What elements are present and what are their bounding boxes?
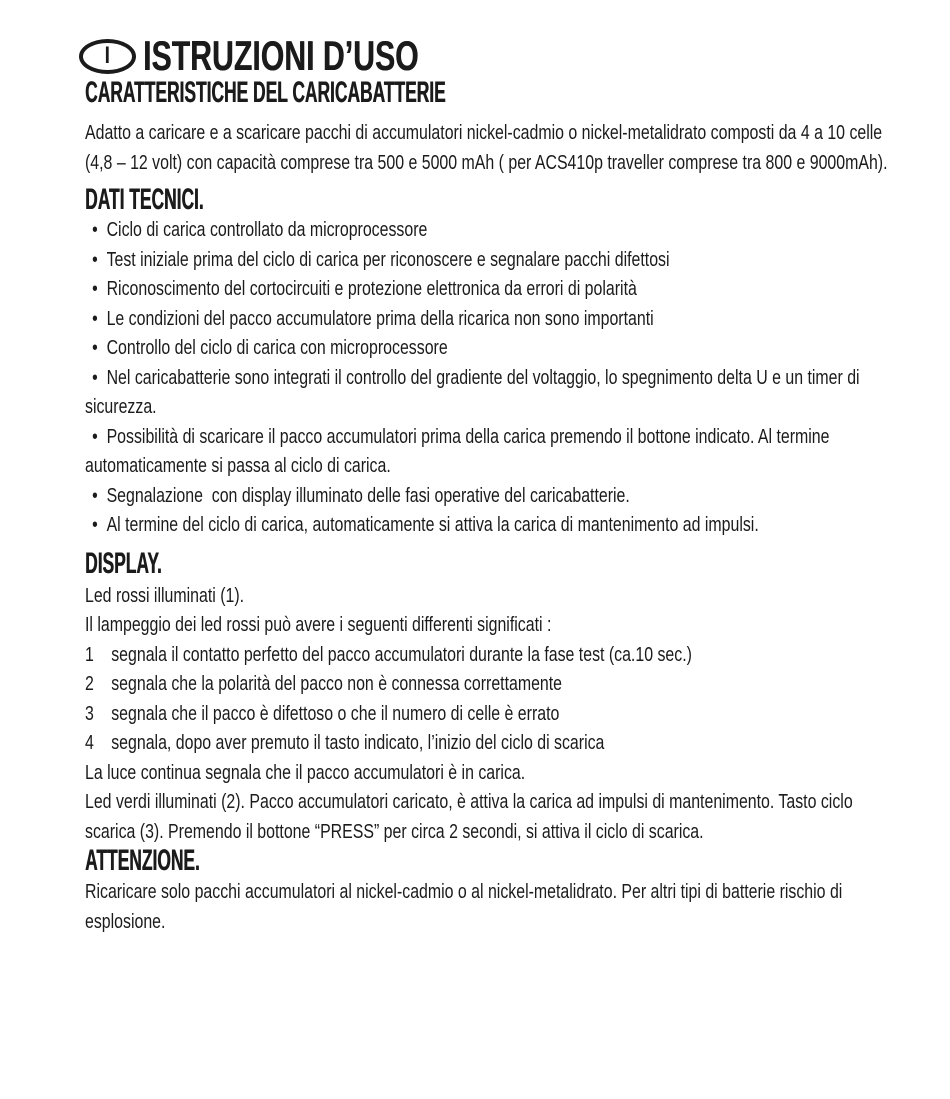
bullet-item: • Le condizioni del pacco accumulatore prima della ricarica non sono importanti <box>85 305 894 335</box>
bullet-item: • Al termine del ciclo di carica, automaticamente si attiva la carica di mantenimento ad impulsi. <box>85 511 894 541</box>
display-numbered-line <box>85 700 894 730</box>
line-text: segnala che il pacco è difettoso o che il numero di celle è errato <box>111 702 560 725</box>
bullet-item: • Nel caricabatterie sono integrati il controllo del gradiente del voltaggio, lo spegnimento delta U e un timer di sicurezza. <box>85 364 894 423</box>
line-text: segnala che la polarità del pacco non è connessa correttamente <box>111 673 563 695</box>
display-line: La luce continua segnala che il pacco accumulatori è in carica. <box>85 761 526 784</box>
line-number: 2 <box>85 673 94 695</box>
bullet-item: • Possibilità di scaricare il pacco accumulatori prima della carica premendo il bottone indicato. Al termine automaticamente si passa al ciclo di carica. <box>85 423 894 482</box>
bullet-item: • Segnalazione con display illuminato delle fasi operative del caricabatterie. <box>85 482 894 512</box>
bullet-list <box>85 216 894 541</box>
language-badge-letter: I <box>104 42 111 69</box>
display-numbered-line <box>85 670 894 700</box>
paragraph-attenzione: Ricaricare solo pacchi accumulatori al nickel-cadmio o al nickel-metalidrato. Per altri tipi di batterie rischio di esplosione. <box>85 881 843 933</box>
bullet-item: • Test iniziale prima del ciclo di carica per riconoscere e segnalare pacchi difettosi <box>85 246 894 276</box>
line-number: 3 <box>85 702 94 725</box>
section-heading-display: DISPLAY. <box>85 546 162 580</box>
page-title: ISTRUZIONI D’USO <box>143 32 419 79</box>
display-numbered-line <box>85 729 894 759</box>
title-row <box>79 32 915 79</box>
line-text: segnala il contatto perfetto del pacco accumulatori durante la fase test (ca.10 sec.) <box>111 643 692 666</box>
display-line: Il lampeggio dei led rossi può avere i seguenti differenti significati : <box>85 614 552 636</box>
bullet-item: • Controllo del ciclo di carica con microprocessore <box>85 334 894 364</box>
language-oval-icon <box>79 39 136 74</box>
display-paragraph: Led verdi illuminati (2). Pacco accumulatori caricato, è attiva la carica ad impulsi di mantenimento. Tasto ciclo scarica (3). Premendo il bottone “PRESS” per circa 2 secondi, si attiva il ciclo di scarica. <box>85 791 853 843</box>
bullet-item: • Riconoscimento del cortocircuiti e protezione elettronica da errori di polarità <box>85 275 894 305</box>
line-text: segnala, dopo aver premuto il tasto indicato, l’inizio del ciclo di scarica <box>111 732 605 754</box>
paragraph-caratteristiche: Adatto a caricare e a scaricare pacchi di accumulatori nickel-cadmio o nickel-metalidrato composti da 4 a 10 celle (4,8 – 12 volt) con capacità comprese tra 500 e 5000 mAh ( per ACS410p traveller comprese tra 800 e 9000mAh). <box>85 122 888 174</box>
line-number: 1 <box>85 643 94 666</box>
line-number: 4 <box>85 732 94 754</box>
display-line: Led rossi illuminati (1). <box>85 584 245 607</box>
display-section-body <box>85 582 894 848</box>
section-heading-caratteristiche: CARATTERISTICHE DEL CARICABATTERIE <box>85 76 446 109</box>
bullet-item: • Ciclo di carica controllato da microprocessore <box>85 216 894 246</box>
page-content <box>85 32 915 937</box>
display-numbered-line <box>85 641 894 671</box>
section-heading-dati-tecnici: DATI TECNICI. <box>85 183 204 216</box>
section-heading-attenzione: ATTENZIONE. <box>85 844 200 877</box>
